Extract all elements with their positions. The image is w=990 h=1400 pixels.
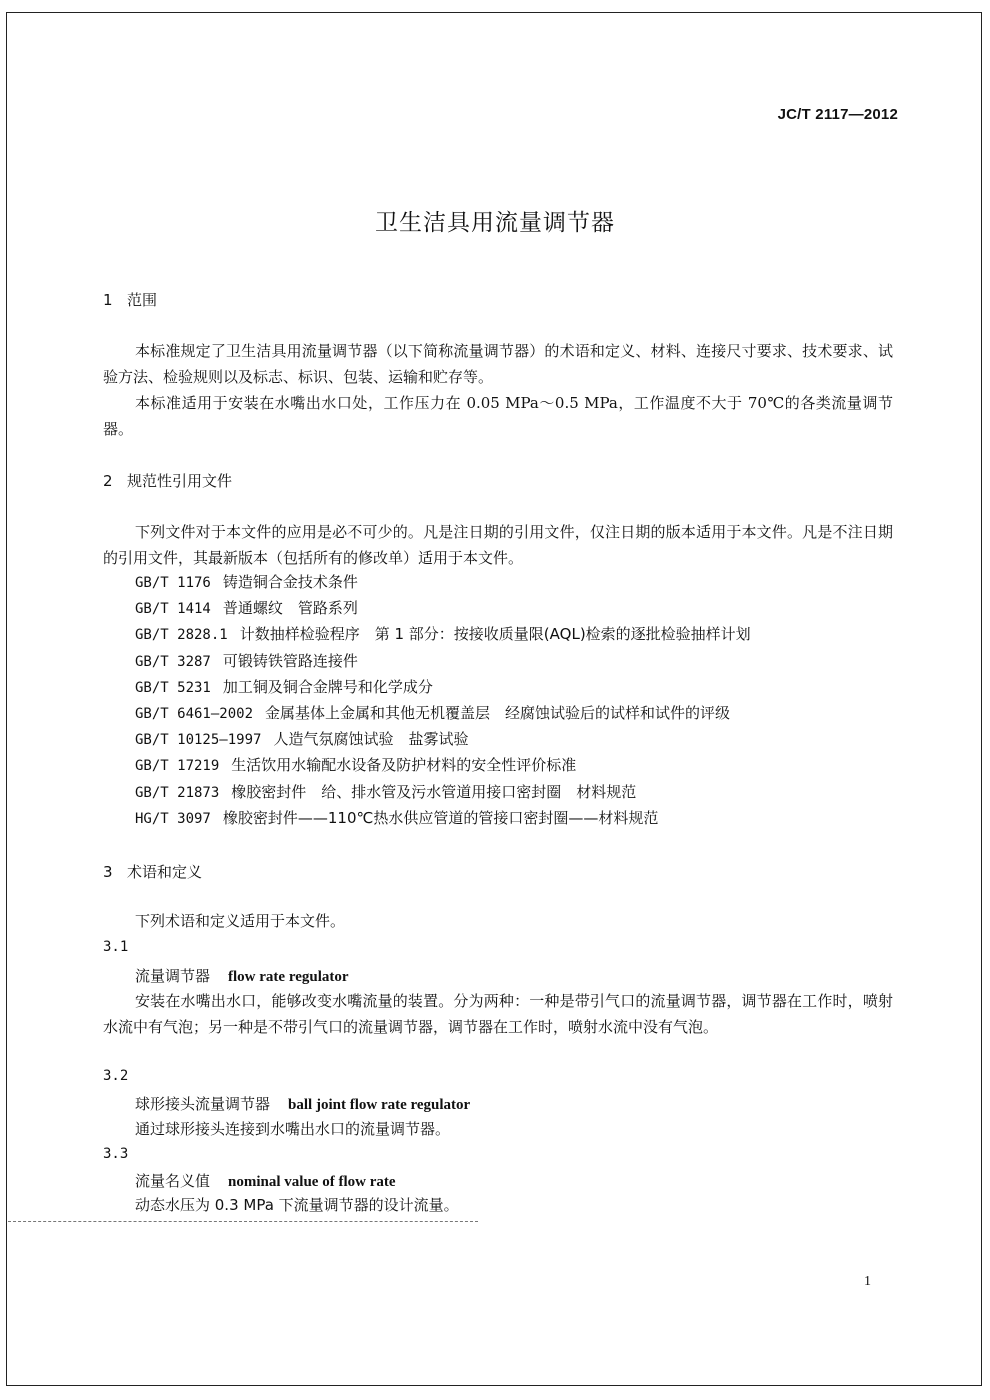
reference-item: GB/T 10125—1997 人造气氛腐蚀试验 盐雾试验	[135, 730, 469, 749]
term-heading	[135, 1170, 396, 1191]
term-en: nominal value of flow rate	[228, 1174, 396, 1190]
section-title: 规范性引用文件	[127, 472, 233, 490]
term-zh: 流量名义值	[135, 1172, 211, 1190]
reference-item: GB/T 6461—2002 金属基体上金属和其他无机覆盖层 经腐蚀试验后的试样和试件的评级	[135, 703, 731, 722]
scope-paragraph-2: 本标准适用于安装在水嘴出水口处，工作压力在 0.05 MPa～0.5 MPa，工作温度不大于 70℃的各类流量调节器。	[103, 394, 893, 438]
terms-intro: 下列术语和定义适用于本文件。	[135, 912, 346, 930]
section-title: 术语和定义	[127, 863, 203, 881]
divider	[8, 1221, 478, 1222]
reference-list	[135, 571, 751, 833]
term-zh: 球形接头流量调节器	[135, 1095, 271, 1113]
scope-paragraph-1: 本标准规定了卫生洁具用流量调节器（以下简称流量调节器）的术语和定义、材料、连接尺寸要求、技术要求、试验方法、检验规则以及标志、标识、包装、运输和贮存等。	[103, 342, 893, 386]
section-number: 2	[103, 472, 113, 490]
reference-item: GB/T 1414 普通螺纹 管路系列	[135, 599, 358, 618]
term-heading	[135, 965, 349, 986]
clause-number: 3.3	[103, 1146, 129, 1162]
term-definition: 动态水压为 0.3 MPa 下流量调节器的设计流量。	[135, 1196, 459, 1214]
document-title: 卫生洁具用流量调节器	[375, 210, 615, 236]
section-number: 1	[103, 291, 113, 309]
term-heading	[135, 1093, 470, 1114]
section-1-heading	[103, 289, 157, 310]
references-intro: 下列文件对于本文件的应用是必不可少的。凡是注日期的引用文件，仅注日期的版本适用于本文件。凡是不注日期的引用文件，其最新版本（包括所有的修改单）适用于本文件。	[103, 523, 893, 567]
standard-number: JC/T 2117—2012	[777, 106, 898, 123]
section-3-heading	[103, 861, 202, 882]
term-en: flow rate regulator	[228, 969, 349, 985]
term-definition: 通过球形接头连接到水嘴出水口的流量调节器。	[135, 1120, 451, 1138]
reference-item: GB/T 2828.1 计数抽样检验程序 第 1 部分：按接收质量限(AQL)检索的逐批检验抽样计划	[135, 625, 751, 644]
reference-item: HG/T 3097 橡胶密封件——110℃热水供应管道的管接口密封圈——材料规范	[135, 808, 659, 827]
section-number: 3	[103, 863, 113, 881]
page-number: 1	[864, 1274, 871, 1289]
term-zh: 流量调节器	[135, 967, 211, 985]
reference-item: GB/T 5231 加工铜及铜合金牌号和化学成分	[135, 677, 433, 696]
term-en: ball joint flow rate regulator	[288, 1097, 471, 1113]
reference-item: GB/T 1176 铸造铜合金技术条件	[135, 573, 358, 591]
reference-item: GB/T 17219 生活饮用水输配水设备及防护材料的安全性评价标准	[135, 756, 577, 775]
section-2-heading	[103, 470, 232, 491]
clause-number: 3.1	[103, 939, 129, 955]
reference-item: GB/T 21873 橡胶密封件 给、排水管及污水管道用接口密封圈 材料规范	[135, 782, 637, 801]
clause-number: 3.2	[103, 1068, 129, 1084]
section-title: 范围	[127, 291, 158, 309]
reference-item: GB/T 3287 可锻铸铁管路连接件	[135, 651, 358, 670]
term-definition: 安装在水嘴出水口，能够改变水嘴流量的装置。分为两种：一种是带引气口的流量调节器，调节器在工作时，喷射水流中有气泡；另一种是不带引气口的流量调节器，调节器在工作时，喷射水流中没有气泡。	[103, 992, 893, 1036]
